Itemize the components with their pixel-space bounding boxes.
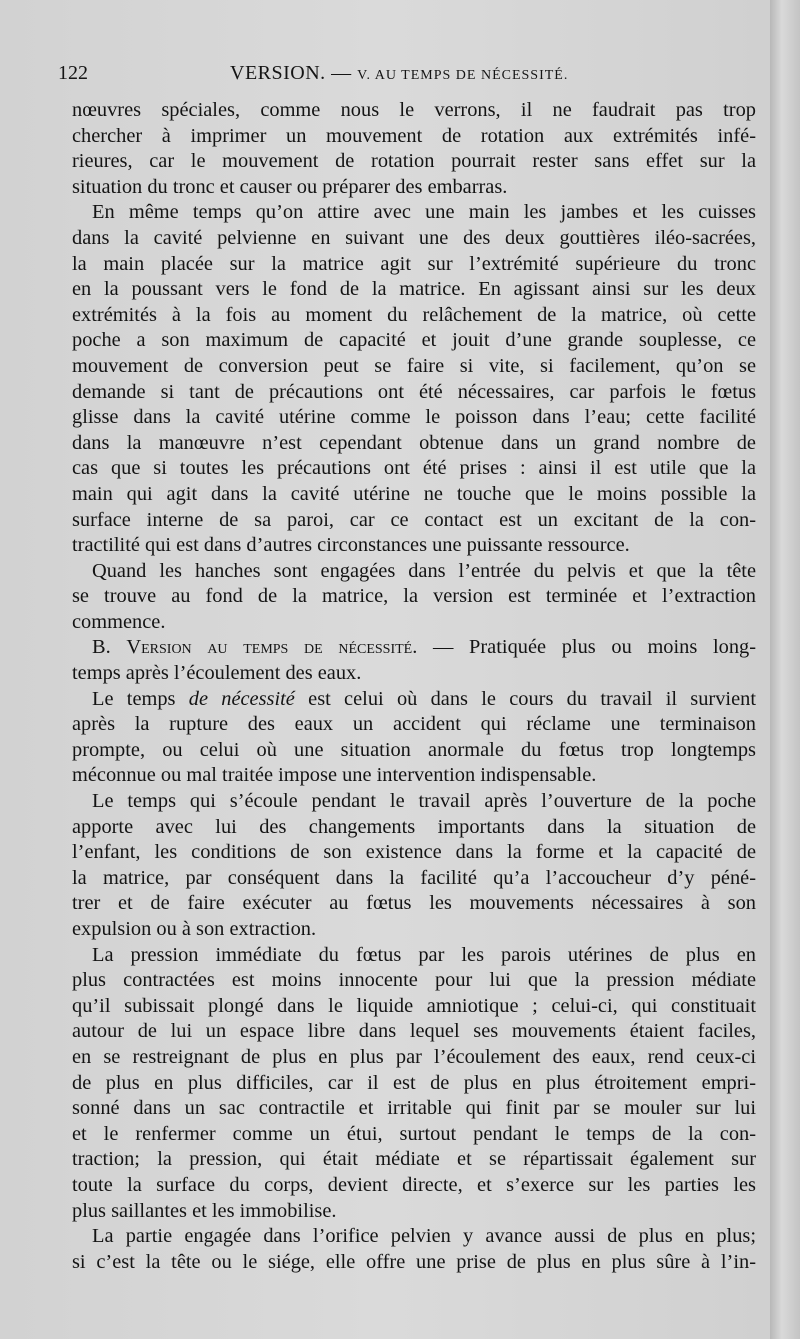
text-line: tractilité qui est dans d’autres circonstances une puissante ressource.	[72, 534, 630, 557]
text-line: chercher à imprimer un mouvement de rotation aux extrémités infé-	[72, 124, 756, 147]
text-line: Quand les hanches sont engagées dans l’entrée du pelvis et que la tête	[92, 559, 756, 582]
text-line: l’enfant, les conditions de son existence dans la forme et la capacité de	[72, 841, 756, 864]
text-line: glisse dans la cavité utérine comme le poisson dans l’eau; cette facilité	[72, 406, 756, 429]
text-line: sonné dans un sac contractile et irritable qui finit par se mouler sur lui	[72, 1097, 756, 1120]
text-line: La partie engagée dans l’orifice pelvien y avance aussi de plus en plus;	[92, 1225, 756, 1248]
text-line: expulsion ou à son extraction.	[72, 918, 317, 940]
running-head-subtitle: V. AU TEMPS DE NÉCESSITÉ.	[357, 68, 569, 83]
text-line: poche a son maximum de capacité et jouit d’une grande souplesse, ce	[72, 329, 756, 352]
text-line: qu’il subissait plongé dans le liquide amniotique ; celui-ci, qui constituait	[72, 994, 756, 1017]
text-line: La pression immédiate du fœtus par les parois utérines de plus en	[92, 943, 756, 966]
definition-line	[72, 687, 756, 713]
text-line: dans la cavité pelvienne en suivant une des deux gouttières iléo-sacrées,	[72, 226, 756, 249]
text-line: dans la manœuvre n’est cependant obtenue dans un grand nombre de	[72, 431, 756, 454]
text-line: traction; la pression, qui était médiate et se répartissait également sur	[72, 1148, 756, 1171]
page-header	[58, 62, 758, 88]
text-line: surface interne de sa paroi, car ce contact est un excitant de la con-	[72, 508, 756, 531]
text-line: mouvement de conversion peut se faire si vite, si facilement, qu’on se	[72, 354, 756, 377]
text-line: méconnue ou mal traitée impose une intervention indispensable.	[72, 764, 597, 787]
text-line: trer et de faire exécuter au fœtus les mouvements nécessaires à son	[72, 892, 756, 915]
text-line: extrémités à la fois au moment du relâchement de la matrice, où cette	[72, 303, 756, 326]
text-line: temps après l’écoulement des eaux.	[72, 662, 362, 685]
section-heading-rest: — Pratiquée plus ou moins long-	[417, 636, 756, 659]
definition-term: de nécessité	[188, 687, 295, 710]
running-head	[230, 62, 568, 85]
text-line: si c’est la tête ou le siége, elle offre une prise de plus en plus sûre à l’in-	[72, 1250, 756, 1273]
text-line: la main placée sur la matrice agit sur l’extrémité supérieure du tronc	[72, 252, 756, 275]
text-line: se trouve au fond de la matrice, la version est terminée et l’extraction	[72, 585, 756, 608]
text-line: En même temps qu’on attire avec une main les jambes et les cuisses	[92, 201, 756, 224]
text-line: apporte avec lui des changements importants dans la situation de	[72, 815, 756, 838]
running-head-dash: —	[331, 62, 352, 84]
text-line: plus contractées est moins innocente pour lui que la pression médiate	[72, 969, 756, 992]
text-line: la matrice, par conséquent dans la facilité qu’a l’accoucheur d’y péné-	[72, 866, 756, 889]
text-line: et le renfermer comme un étui, surtout pendant le temps de la con-	[72, 1122, 756, 1145]
text-line: commence.	[72, 610, 166, 633]
section-heading: Version au temps de nécessité.	[126, 636, 418, 659]
text-line: rieures, car le mouvement de rotation pourrait rester sans effet sur la	[72, 150, 756, 173]
text-line: situation du tronc et causer ou préparer des embarras.	[72, 175, 508, 198]
section-heading-line	[72, 635, 756, 661]
text-line: prompte, ou celui où une situation anormale du fœtus trop longtemps	[72, 738, 756, 761]
text-line: en se restreignant de plus en plus par l’écoulement des eaux, rend ceux-ci	[72, 1045, 756, 1068]
text-line: toute la surface du corps, devient directe, et s’exerce sur les parties les	[72, 1173, 756, 1196]
text-line: nœuvres spéciales, comme nous le verrons, il ne faudrait pas trop	[72, 99, 756, 121]
body-text	[72, 98, 756, 1275]
text-line: demande si tant de précautions ont été nécessaires, car parfois le fœtus	[72, 380, 756, 403]
section-letter: B.	[92, 636, 127, 659]
text-line: plus saillantes et les immobilise.	[72, 1199, 337, 1222]
definition-before: Le temps	[92, 687, 189, 710]
page-edge	[770, 0, 800, 1339]
text-line: autour de lui un espace libre dans lequel ses mouvements étaient faciles,	[72, 1020, 756, 1043]
text-line: de plus en plus difficiles, car il est de plus en plus étroitement empri-	[72, 1071, 756, 1094]
text-line: main qui agit dans la cavité utérine ne touche que le moins possible la	[72, 482, 756, 505]
definition-after: est celui où dans le cours du travail il survient	[294, 687, 756, 710]
page-number: 122	[58, 62, 88, 84]
running-head-title: VERSION.	[230, 62, 326, 84]
text-line: Le temps qui s’écoule pendant le travail après l’ouverture de la poche	[92, 790, 756, 813]
text-line: en la poussant vers le fond de la matrice. En agissant ainsi sur les deux	[72, 278, 756, 301]
text-line: après la rupture des eaux un accident qui réclame une terminaison	[72, 713, 756, 736]
text-line: cas que si toutes les précautions ont été prises : ainsi il est utile que la	[72, 457, 756, 480]
